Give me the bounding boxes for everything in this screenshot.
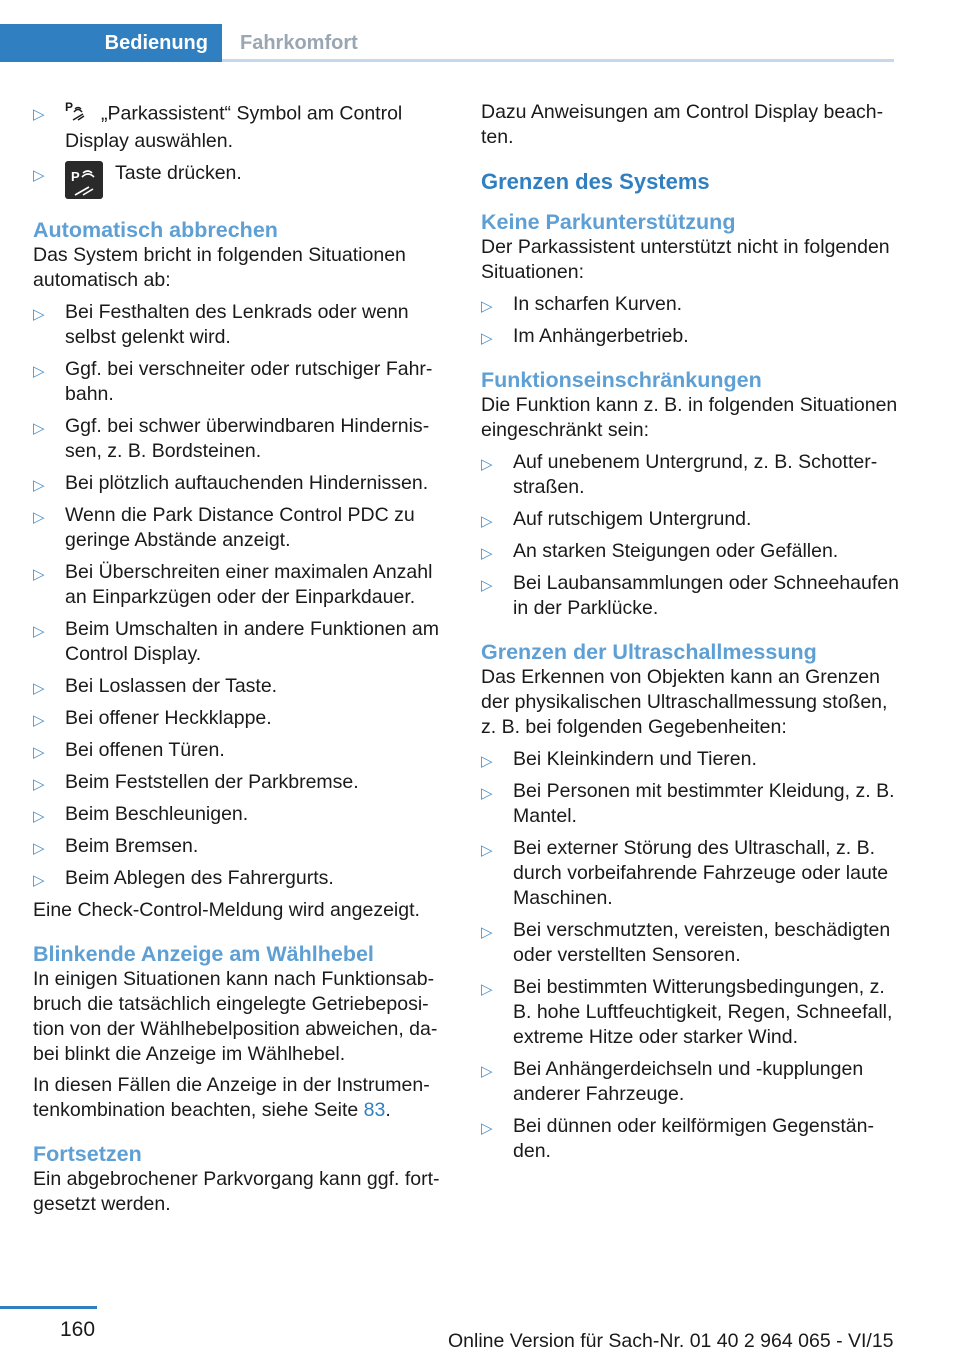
triangle-bullet-icon: ▷	[481, 330, 493, 347]
list-item: ▷ Bei Personen mit bestimmter Kleidung, z. B. Mantel.	[481, 780, 895, 827]
paragraph: Dazu Anweisungen am Control Display beachten.	[481, 101, 884, 148]
list-item: ▷ Auf rutschigem Untergrund.	[481, 507, 899, 532]
section-title-blink: Blinkende Anzeige am Wählhebel	[33, 942, 374, 966]
list-item	[33, 161, 450, 199]
list-item: ▷ Bei plötzlich auftauchenden Hindernissen.	[33, 471, 450, 496]
triangle-bullet-icon: ▷	[481, 924, 493, 941]
list-item: ▷ Bei Anhängerdeichseln und -kupplungen anderer Fahrzeuge.	[481, 1058, 864, 1105]
list-item: ▷ Bei verschmutzten, vereisten, beschädigten oder verstellten Sensoren.	[481, 919, 891, 966]
list-item: ▷ Bei bestimmten Witterungsbedingungen, z. B. hohe Luftfeuchtigkeit, Regen, Schneefall, extreme Hitze oder starker Wind.	[481, 976, 893, 1048]
triangle-bullet-icon: ▷	[33, 872, 45, 889]
list-item: ▷ Bei Laubansammlungen oder Schneehaufen in der Parklücke.	[481, 572, 899, 619]
restrictions-list	[481, 450, 899, 621]
triangle-bullet-icon: ▷	[481, 298, 493, 315]
paragraph: Das Erkennen von Objekten kann an Grenzen der physikalischen Ultraschallmessung stoßen, z. B. bei folgenden Gegebenheiten:	[481, 666, 888, 738]
triangle-bullet-icon: ▷	[481, 981, 493, 998]
tab-bedienung[interactable]	[0, 24, 222, 62]
triangle-bullet-icon: ▷	[33, 680, 45, 697]
park-assist-button-icon	[65, 161, 103, 199]
list-item: ▷ Ggf. bei verschneiter oder rutschiger Fahrbahn.	[33, 358, 433, 405]
paragraph: In diesen Fällen die Anzeige in der Instrumentenkombination beachten, siehe Seite 83.	[33, 1074, 430, 1121]
triangle-bullet-icon: ▷	[481, 753, 493, 770]
section-title-continue: Fortsetzen	[33, 1142, 142, 1166]
triangle-bullet-icon: ▷	[33, 106, 45, 123]
list-item: ▷ Bei Überschreiten einer maximalen Anzahl an Einparkzügen oder der Einparkdauer.	[33, 561, 433, 608]
list-item: ▷ Beim Beschleunigen.	[33, 802, 450, 827]
step-text: Taste drücken.	[115, 162, 242, 184]
triangle-bullet-icon: ▷	[481, 842, 493, 859]
step-text: „Parkassistent“ Symbol am Control Display auswählen.	[65, 102, 403, 152]
footer-text: Online Version für Sach-Nr. 01 40 2 964 065 - VI/15	[448, 1330, 894, 1352]
list-item	[33, 100, 450, 154]
list-item: ▷ Bei offener Heckklappe.	[33, 706, 450, 731]
paragraph: Eine Check-Control-Meldung wird angezeigt.	[33, 899, 420, 921]
triangle-bullet-icon: ▷	[33, 420, 45, 437]
triangle-bullet-icon: ▷	[481, 456, 493, 473]
paragraph: Die Funktion kann z. B. in folgenden Situationen eingeschränkt sein:	[481, 394, 898, 441]
list-item: ▷ Bei Loslassen der Taste.	[33, 674, 450, 699]
list-item: ▷ Beim Umschalten in andere Funktionen am Control Display.	[33, 618, 439, 665]
page-link[interactable]: 83	[363, 1099, 386, 1121]
triangle-bullet-icon: ▷	[33, 306, 45, 323]
section-title-restrictions: Funktionseinschränkungen	[481, 368, 762, 392]
paragraph: Der Parkassistent unterstützt nicht in folgenden Situationen:	[481, 236, 890, 283]
list-item: ▷ Ggf. bei schwer überwindbaren Hindernissen, z. B. Bordsteinen.	[33, 415, 430, 462]
tab-fahrkomfort[interactable]	[240, 24, 358, 62]
triangle-bullet-icon: ▷	[481, 545, 493, 562]
triangle-bullet-icon: ▷	[33, 623, 45, 640]
triangle-bullet-icon: ▷	[33, 363, 45, 380]
paragraph: Ein abgebrochener Parkvorgang kann ggf. fortgesetzt werden.	[33, 1168, 440, 1215]
triangle-bullet-icon: ▷	[481, 577, 493, 594]
triangle-bullet-icon: ▷	[481, 513, 493, 530]
triangle-bullet-icon: ▷	[481, 1120, 493, 1137]
list-item: ▷ Beim Ablegen des Fahrergurts.	[33, 866, 450, 891]
svg-text:P: P	[65, 100, 74, 114]
triangle-bullet-icon: ▷	[33, 808, 45, 825]
parking-assistant-icon	[65, 100, 91, 129]
page-number: 160	[60, 1318, 96, 1341]
list-item: ▷ Im Anhängerbetrieb.	[481, 324, 899, 349]
list-item: ▷ Bei Festhalten des Lenkrads oder wenn selbst gelenkt wird.	[33, 301, 409, 348]
left-column	[33, 100, 450, 1217]
section-title-no-support: Keine Parkunterstützung	[481, 210, 736, 234]
header-divider	[222, 59, 894, 62]
paragraph: In einigen Situationen kann nach Funktionsabbruch die tatsächlich eingelegte Getriebeposition von der Wählhebelposition abweichen, dabei blinkt die Anzeige im Wählhebel.	[33, 968, 438, 1065]
section-title-ultrasound: Grenzen der Ultraschallmessung	[481, 640, 817, 664]
section-title-auto-abort: Automatisch abbrechen	[33, 218, 278, 242]
no-support-list	[481, 292, 899, 349]
triangle-bullet-icon: ▷	[481, 785, 493, 802]
triangle-bullet-icon: ▷	[33, 167, 45, 184]
step-list	[33, 100, 450, 199]
list-item: ▷ Bei Kleinkindern und Tieren.	[481, 747, 899, 772]
triangle-bullet-icon: ▷	[33, 477, 45, 494]
triangle-bullet-icon: ▷	[481, 1063, 493, 1080]
page-header	[0, 0, 960, 64]
list-item: ▷ An starken Steigungen oder Gefällen.	[481, 539, 899, 564]
triangle-bullet-icon: ▷	[33, 744, 45, 761]
abort-list	[33, 300, 450, 891]
list-item: ▷ Beim Feststellen der Parkbremse.	[33, 770, 450, 795]
right-column	[481, 100, 899, 1164]
tab-fahrkomfort-label: Fahrkomfort	[240, 31, 358, 54]
tab-bedienung-label: Bedienung	[104, 31, 208, 54]
triangle-bullet-icon: ▷	[33, 712, 45, 729]
page-number-rule	[0, 1306, 97, 1309]
list-item: ▷ Bei externer Störung des Ultraschall, z. B. durch vorbeifahrende Fahrzeuge oder laute Maschinen.	[481, 837, 889, 909]
list-item: ▷ Bei dünnen oder keilförmigen Gegenständen.	[481, 1115, 874, 1162]
section-title-limits: Grenzen des Systems	[481, 169, 710, 194]
triangle-bullet-icon: ▷	[33, 776, 45, 793]
list-item: ▷ Beim Bremsen.	[33, 834, 450, 859]
list-item: ▷ In scharfen Kurven.	[481, 292, 899, 317]
triangle-bullet-icon: ▷	[33, 566, 45, 583]
list-item: ▷ Auf unebenem Untergrund, z. B. Schotterstraßen.	[481, 451, 878, 498]
triangle-bullet-icon: ▷	[33, 509, 45, 526]
list-item: ▷ Wenn die Park Distance Control PDC zu geringe Abstände anzeigt.	[33, 504, 415, 551]
svg-text:P: P	[71, 169, 80, 184]
paragraph: Das System bricht in folgenden Situationen automatisch ab:	[33, 244, 406, 291]
list-item: ▷ Bei offenen Türen.	[33, 738, 450, 763]
triangle-bullet-icon: ▷	[33, 840, 45, 857]
ultrasound-list	[481, 747, 899, 1164]
